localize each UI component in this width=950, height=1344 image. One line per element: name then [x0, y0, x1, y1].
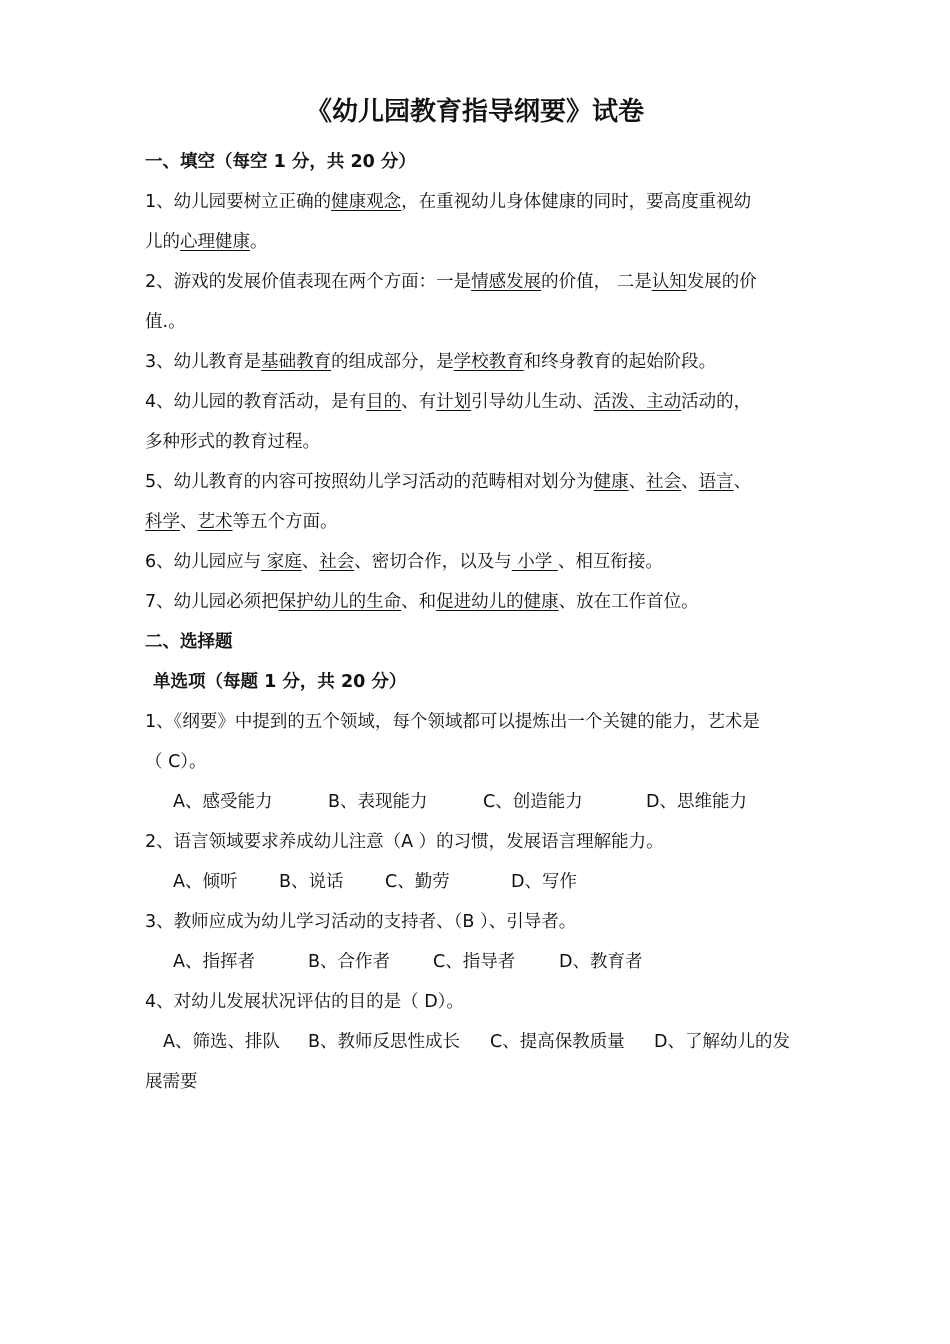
choice-q4-options — [163, 1030, 790, 1054]
fill-q3: 3、幼儿教育是基础教育的组成部分，是学校教育和终身教育的起始阶段。 — [145, 352, 717, 372]
choice-q1-stem-line1: 1、《纲要》中提到的五个领域，每个领域都可以提炼出一个关键的能力，艺术是 — [145, 712, 760, 732]
answer-blank: 活泼、主动 — [593, 392, 682, 412]
option-a: A、筛选、排队 — [163, 1032, 280, 1052]
fill-q1-line2: 儿的心理健康。 — [145, 232, 268, 252]
option-b: B、合作者 — [308, 952, 391, 972]
option-d: D、教育者 — [559, 952, 643, 972]
section2-heading: 二、选择题 — [145, 632, 233, 652]
fill-q5-line2: 科学、艺术等五个方面。 — [145, 512, 338, 532]
answer-blank: 社会 — [319, 552, 355, 572]
answer-blank: 情感发展 — [471, 272, 542, 292]
choice-q1-stem-line2: （ C）。 — [145, 752, 207, 772]
fill-q2-line1: 2、游戏的发展价值表现在两个方面：一是情感发展的价值， 二是认知发展的价 — [145, 272, 757, 292]
choice-q1-options — [173, 790, 747, 814]
choice-q3-stem: 3、教师应成为幼儿学习活动的支持者、（B ）、引导者。 — [145, 912, 577, 932]
section2-subheading: 单选项（每题 1 分，共 20 分） — [153, 672, 407, 692]
option-d: D、写作 — [511, 872, 577, 892]
answer-blank: 社会 — [646, 472, 682, 492]
fill-q4-line1: 4、幼儿园的教育活动，是有目的、有计划引导幼儿生动、活泼、主动活动的， — [145, 392, 752, 412]
answer-blank: 认知 — [651, 272, 687, 292]
fill-q4-line2: 多种形式的教育过程。 — [145, 432, 320, 452]
answer-blank: 促进幼儿的健康 — [436, 592, 559, 612]
choice-q2-stem: 2、语言领域要求养成幼儿注意（A ）的习惯，发展语言理解能力。 — [145, 832, 664, 852]
answer-blank: 语言 — [698, 472, 734, 492]
fill-q7: 7、幼儿园必须把保护幼儿的生命、和促进幼儿的健康、放在工作首位。 — [145, 592, 699, 612]
option-c: C、勤劳 — [385, 872, 450, 892]
option-c: C、指导者 — [433, 952, 516, 972]
answer-blank: 健康观念 — [331, 192, 402, 212]
choice-q4-options-wrap: 展需要 — [145, 1072, 198, 1092]
fill-q2-line2: 值.。 — [145, 312, 186, 332]
choice-q4-stem: 4、对幼儿发展状况评估的目的是（ D）。 — [145, 992, 464, 1012]
answer-blank: 小学 — [511, 552, 558, 572]
option-d: D、思维能力 — [646, 792, 747, 812]
answer-blank: 基础教育 — [261, 352, 332, 372]
option-c: C、创造能力 — [483, 792, 583, 812]
option-d: D、了解幼儿的发 — [654, 1032, 790, 1052]
option-c: C、提高保教质量 — [490, 1032, 625, 1052]
answer-blank: 健康 — [593, 472, 629, 492]
fill-q1-line1: 1、幼儿园要树立正确的健康观念，在重视幼儿身体健康的同时，要高度重视幼 — [145, 192, 752, 212]
page-title: 《幼儿园教育指导纲要》试卷 — [305, 97, 644, 127]
answer-blank: 艺术 — [197, 512, 233, 532]
answer-blank: 保护幼儿的生命 — [278, 592, 402, 612]
section1-heading: 一、填空（每空 1 分，共 20 分） — [145, 152, 416, 172]
choice-q3-options — [173, 950, 642, 974]
fill-q6: 6、幼儿园应与 家庭、社会、密切合作，以及与 小学 、相互衔接。 — [145, 552, 663, 572]
answer-blank: 计划 — [436, 392, 472, 412]
option-b: B、说话 — [279, 872, 344, 892]
fill-q5-line1: 5、幼儿教育的内容可按照幼儿学习活动的范畴相对划分为健康、社会、语言、 — [145, 472, 752, 492]
answer-blank: 科学 — [145, 512, 180, 532]
option-a: A、指挥者 — [173, 952, 255, 972]
answer-blank: 心理健康 — [180, 232, 250, 252]
option-b: B、表现能力 — [328, 792, 428, 812]
answer-blank: 目的 — [366, 392, 402, 412]
option-a: A、感受能力 — [173, 792, 273, 812]
answer-blank: 学校教育 — [453, 352, 524, 372]
option-a: A、倾听 — [173, 872, 238, 892]
choice-q2-options — [173, 870, 577, 894]
answer-blank: 家庭 — [261, 552, 302, 572]
option-b: B、教师反思性成长 — [308, 1032, 461, 1052]
